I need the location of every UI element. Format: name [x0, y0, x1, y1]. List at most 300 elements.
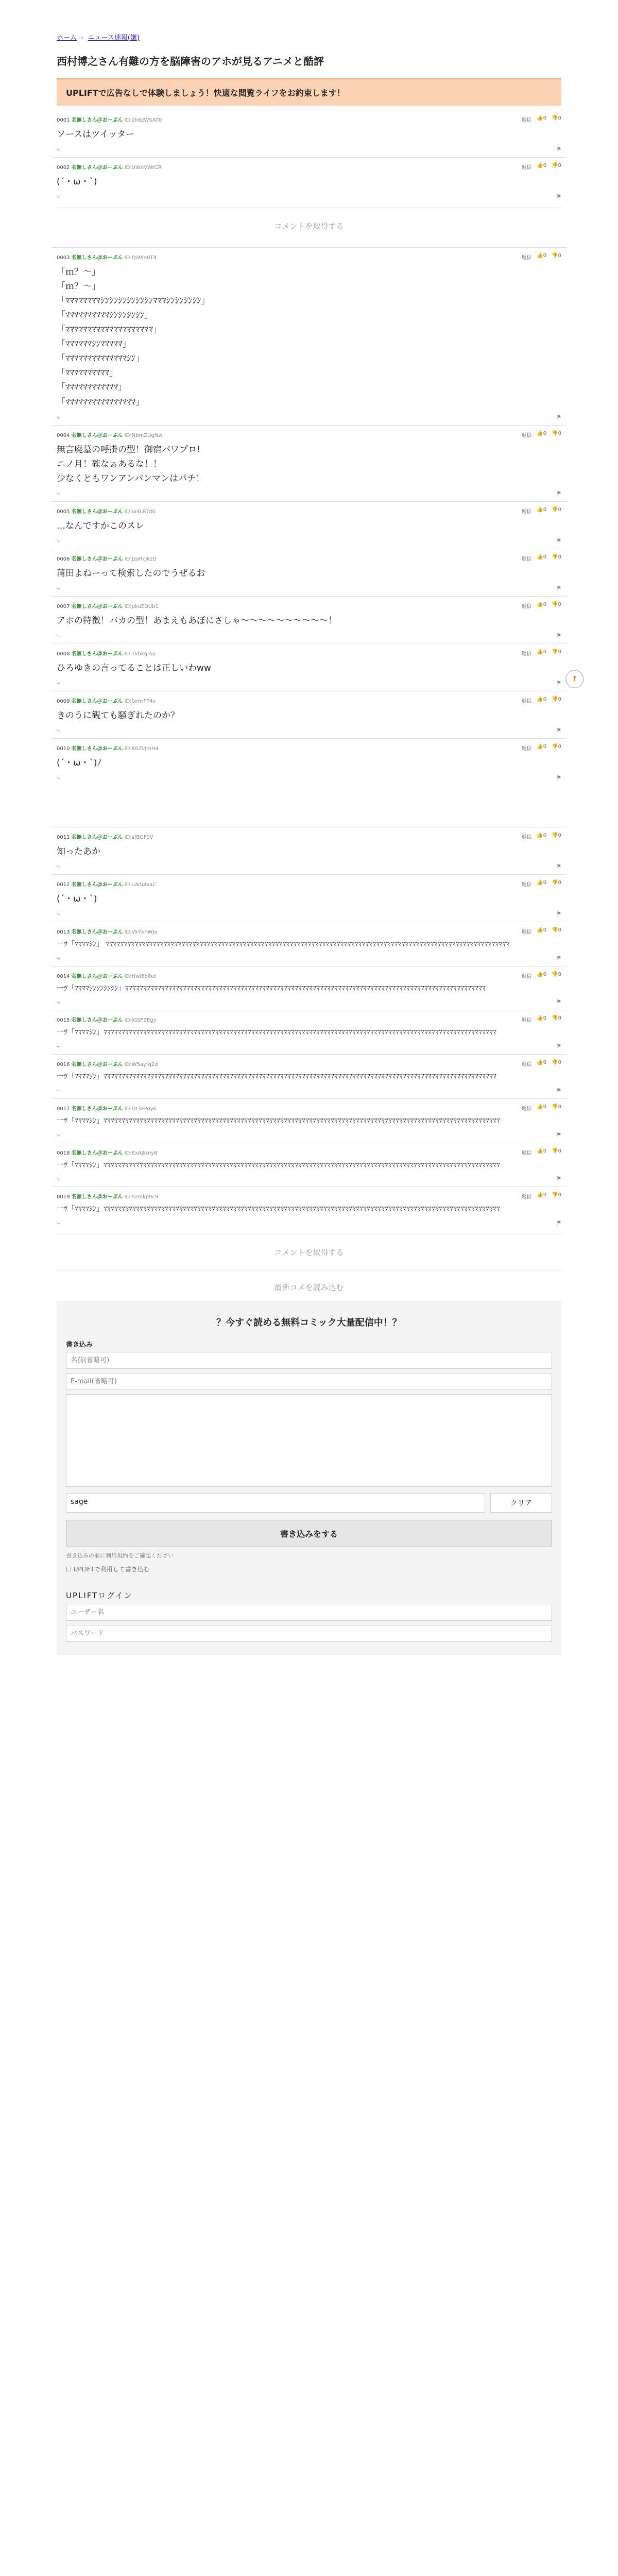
- post: [52, 110, 566, 157]
- post-tools: [521, 880, 561, 888]
- report-link[interactable]: ⚑: [556, 998, 561, 1006]
- bad-button[interactable]: 👎0: [552, 1192, 561, 1198]
- report-link[interactable]: ⚑: [556, 910, 561, 918]
- post: [52, 1010, 566, 1054]
- reply-link[interactable]: ⤷: [57, 1219, 60, 1226]
- ad-gap: [52, 786, 566, 827]
- post-number: 0009: [57, 698, 70, 704]
- post-tools: [521, 1104, 561, 1112]
- free-comic-banner[interactable]: ？今すぐ読める無料コミック大量配信中！？: [216, 1317, 402, 1328]
- post: [52, 966, 566, 1010]
- post-meta: [57, 972, 156, 979]
- good-count: 0: [543, 1060, 547, 1066]
- post-footer: [57, 488, 561, 497]
- post-author: 名無しさん＠おーぷん: [71, 556, 123, 562]
- reply-link[interactable]: ⤷: [57, 1087, 60, 1094]
- report-link[interactable]: ⚑: [556, 193, 561, 200]
- bad-button[interactable]: 👎0: [552, 743, 561, 750]
- post-author: 名無しさん＠おーぷん: [71, 603, 123, 609]
- breadcrumb-sep: ›: [81, 34, 84, 42]
- good-count: 0: [543, 880, 547, 886]
- bad-button[interactable]: 👎0: [552, 163, 561, 169]
- bad-button[interactable]: 👎0: [552, 1060, 561, 1066]
- good-count: 0: [543, 696, 547, 702]
- post-header: [57, 697, 561, 704]
- reply-link[interactable]: ⤷: [57, 774, 60, 781]
- post-body: …なんですかこのスレ: [57, 520, 144, 531]
- post-meta: [57, 1192, 158, 1200]
- promo-banner[interactable]: UPLIFTで広告なしで体験しましょう！快適な閲覧ライフをお約束します！: [57, 78, 561, 106]
- post-author: 名無しさん＠おーぷん: [71, 745, 123, 752]
- post-number: 0010: [57, 745, 70, 752]
- bad-button[interactable]: 👎0: [552, 1015, 561, 1022]
- post-header: [57, 1060, 561, 1067]
- post-body: (´・ω・`): [57, 894, 97, 905]
- post-id: ID:Hwl8b6ut: [124, 973, 157, 979]
- post-body: 無言廃墓の呼掛の型！御宿パワプロ! ニノ月！確なぁあるな！！ 少なくともワンアンパンマンはパチ！: [57, 444, 205, 484]
- arrow-up-icon: ↑: [572, 675, 578, 683]
- bad-button[interactable]: 👎0: [552, 1104, 561, 1110]
- post: [52, 549, 566, 596]
- bad-button[interactable]: 👎0: [552, 115, 561, 121]
- post-number: 0015: [57, 1018, 70, 1024]
- post-header: [57, 115, 561, 123]
- post: [52, 738, 566, 786]
- report-link[interactable]: ⚑: [556, 632, 561, 639]
- bad-count: 0: [558, 163, 561, 169]
- post-tools: [521, 833, 561, 840]
- post-footer: [57, 861, 561, 870]
- good-count: 0: [543, 832, 547, 838]
- good-count: 0: [543, 743, 547, 750]
- good-count: 0: [543, 971, 547, 977]
- bad-count: 0: [558, 1148, 561, 1154]
- post-id: ID:uAdgIxaC: [124, 882, 157, 888]
- post-tools: [521, 697, 561, 704]
- post-id: ID:UWnVWrCR: [124, 165, 162, 171]
- post-tools: [521, 972, 561, 979]
- good-count: 0: [543, 253, 547, 259]
- bad-button[interactable]: 👎0: [552, 649, 561, 655]
- post-body: 一ﾂ「ﾏﾏﾏﾏｼﾝ」ﾏﾏﾏﾏﾏﾏﾏﾏﾏﾏﾏﾏﾏﾏﾏﾏﾏﾏﾏﾏﾏﾏﾏﾏﾏﾏﾏﾏﾏﾏﾏﾏﾏﾏﾏﾏﾏﾏﾏﾏﾏﾏﾏﾏﾏﾏﾏﾏﾏﾏﾏﾏﾏﾏﾏﾏﾏﾏﾏﾏﾏﾏﾏﾏﾏﾏﾏﾏﾏﾏﾏﾏﾏﾏﾏﾏﾏﾏﾏﾏﾏﾏﾏﾏﾏﾏﾏﾏﾏﾏﾏﾏﾏﾏﾏﾏﾏﾏﾏﾏﾏﾏﾏﾏﾏﾏﾏﾏﾏ: [57, 1028, 496, 1037]
- good-button[interactable]: 👍0: [537, 430, 547, 436]
- report-link[interactable]: ⚑: [556, 1175, 561, 1182]
- post-body: 一ﾂ「ﾏﾏﾏﾏｼﾝｼﾝｼﾝｼﾝ」ﾏﾏﾏﾏﾏﾏﾏﾏﾏﾏﾏﾏﾏﾏﾏﾏﾏﾏﾏﾏﾏﾏﾏﾏﾏﾏﾏﾏﾏﾏﾏﾏﾏﾏﾏﾏﾏﾏﾏﾏﾏﾏﾏﾏﾏﾏﾏﾏﾏﾏﾏﾏﾏﾏﾏﾏﾏﾏﾏﾏﾏﾏﾏﾏﾏﾏﾏﾏﾏﾏﾏﾏﾏﾏﾏﾏﾏﾏﾏﾏﾏﾏﾏﾏﾏﾏﾏﾏﾏﾏﾏﾏﾏﾏﾏﾏﾏﾏﾏﾏ: [57, 984, 486, 993]
- good-count: 0: [543, 1192, 547, 1198]
- post-number: 0002: [57, 165, 70, 171]
- reply-link[interactable]: ⤷: [57, 1175, 60, 1182]
- good-count: 0: [543, 927, 547, 934]
- post: [52, 1054, 566, 1098]
- post-footer: [57, 583, 561, 592]
- post-meta: [57, 1104, 157, 1112]
- post-tools: [521, 507, 561, 515]
- post-body: 一ﾂ「ﾏﾏﾏﾏｼﾝ」ﾏﾏﾏﾏﾏﾏﾏﾏﾏﾏﾏﾏﾏﾏﾏﾏﾏﾏﾏﾏﾏﾏﾏﾏﾏﾏﾏﾏﾏﾏﾏﾏﾏﾏﾏﾏﾏﾏﾏﾏﾏﾏﾏﾏﾏﾏﾏﾏﾏﾏﾏﾏﾏﾏﾏﾏﾏﾏﾏﾏﾏﾏﾏﾏﾏﾏﾏﾏﾏﾏﾏﾏﾏﾏﾏﾏﾏﾏﾏﾏﾏﾏﾏﾏﾏﾏﾏﾏﾏﾏﾏﾏﾏﾏﾏﾏﾏﾏﾏﾏﾏﾏﾏﾏﾏﾏﾏﾏﾏﾏ: [57, 1161, 500, 1170]
- good-button[interactable]: 👍0: [537, 696, 547, 702]
- bad-count: 0: [558, 554, 561, 560]
- bad-count: 0: [558, 971, 561, 977]
- latest-comments-link[interactable]: 最新コメを読み込む: [274, 1282, 344, 1292]
- post-footer: [57, 1129, 561, 1139]
- post-body: 一ﾂ「ﾏﾏﾏﾏｼﾝ」 ﾏﾏﾏﾏﾏﾏﾏﾏﾏﾏﾏﾏﾏﾏﾏﾏﾏﾏﾏﾏﾏﾏﾏﾏﾏﾏﾏﾏﾏﾏﾏﾏﾏﾏﾏﾏﾏﾏﾏﾏﾏﾏﾏﾏﾏﾏﾏﾏﾏﾏﾏﾏﾏﾏﾏﾏﾏﾏﾏﾏﾏﾏﾏﾏﾏﾏﾏﾏﾏﾏﾏﾏﾏﾏﾏﾏﾏﾏﾏﾏﾏﾏﾏﾏﾏﾏﾏﾏﾏﾏﾏﾏﾏﾏﾏﾏﾏﾏﾏﾏﾏﾏﾏﾏﾏﾏﾏﾏﾏﾏﾏﾏ: [57, 940, 510, 949]
- post-body: ソースはツイッター: [57, 129, 134, 140]
- post-header: [57, 649, 561, 657]
- reply-button[interactable]: 返信: [521, 117, 532, 123]
- post-header: [57, 744, 561, 752]
- post-id: ID:hzmkp9c9: [124, 1194, 159, 1200]
- bad-button[interactable]: 👎0: [552, 554, 561, 560]
- report-link[interactable]: ⚑: [556, 413, 561, 420]
- post-author: 名無しさん＠おーぷん: [71, 255, 123, 261]
- post: [52, 643, 566, 691]
- bad-count: 0: [558, 1104, 561, 1110]
- post: [52, 1187, 566, 1231]
- post-footer: [57, 1041, 561, 1050]
- post-body: (´・ω・`): [57, 177, 97, 188]
- report-link[interactable]: ⚑: [556, 584, 561, 591]
- reply-button[interactable]: 返信: [521, 603, 532, 609]
- post-author: 名無しさん＠おーぷん: [71, 882, 123, 888]
- thread-title: 西村博之さん有難の方を脳障害のアホが見るアニメと酷評: [57, 55, 324, 67]
- reply-button[interactable]: 返信: [521, 745, 532, 752]
- post-tools: [521, 744, 561, 752]
- reply-button[interactable]: 返信: [521, 698, 532, 704]
- post-author: 名無しさん＠おーぷん: [71, 834, 123, 840]
- reply-link[interactable]: ⤷: [57, 632, 60, 639]
- reply-link[interactable]: ⤷: [57, 537, 60, 544]
- uplift-checkbox-label: UPLIFTで利用して書き込む: [73, 1565, 150, 1573]
- post-footer: [57, 725, 561, 734]
- post: [52, 827, 566, 874]
- write-title: 書き込み: [66, 1341, 93, 1349]
- post-number: 0017: [57, 1106, 70, 1112]
- post-id: ID:W5ayfq2d: [124, 1062, 158, 1068]
- reply-link[interactable]: ⤷: [57, 910, 60, 918]
- reply-button[interactable]: 返信: [521, 929, 532, 936]
- post: [52, 247, 566, 425]
- sage-select[interactable]: sage: [66, 1493, 485, 1513]
- post-id: ID:Dt3ePoy6: [124, 1106, 157, 1112]
- good-button[interactable]: 👍0: [537, 601, 547, 607]
- load-comments-button-top[interactable]: コメントを取得する: [57, 208, 561, 244]
- post-author: 名無しさん＠おーぷん: [71, 1194, 123, 1200]
- bad-button[interactable]: 👎0: [552, 832, 561, 838]
- reply-button[interactable]: 返信: [521, 973, 532, 979]
- reply-button[interactable]: 返信: [521, 255, 532, 261]
- bad-count: 0: [558, 115, 561, 121]
- post-id: ID:ExAJkmy8: [124, 1150, 158, 1156]
- good-count: 0: [543, 601, 547, 607]
- post-footer: [57, 908, 561, 918]
- terms-note: 書き込みの前に利用規約をご確認ください: [66, 1552, 174, 1559]
- post: [52, 157, 566, 205]
- bad-count: 0: [558, 696, 561, 702]
- post-footer: [57, 1217, 561, 1227]
- post-header: [57, 253, 561, 261]
- post-meta: [57, 602, 159, 609]
- reply-button[interactable]: 返信: [521, 556, 532, 562]
- post-tools: [521, 163, 561, 171]
- post-author: 名無しさん＠おーぷん: [71, 929, 123, 936]
- report-link[interactable]: ⚑: [556, 1043, 561, 1050]
- good-count: 0: [543, 1148, 547, 1154]
- bad-count: 0: [558, 253, 561, 259]
- post-id: ID:Ia4LRTd0: [124, 509, 156, 515]
- post-number: 0005: [57, 509, 70, 515]
- post-body: アホの特徴！バカの型！あまえもあぽにさしゃ～～～～～～～～～～！: [57, 615, 337, 626]
- scroll-top-button[interactable]: [565, 670, 584, 688]
- post-header: [57, 1148, 561, 1156]
- post-meta: [57, 431, 162, 438]
- post-id: ID:iGSP9Egy: [124, 1018, 157, 1024]
- good-button[interactable]: 👍0: [537, 1104, 547, 1110]
- post-body: 知ったあか: [57, 846, 100, 857]
- good-button[interactable]: 👍0: [537, 1060, 547, 1066]
- bad-button[interactable]: 👎0: [552, 696, 561, 702]
- post-tools: [521, 1148, 561, 1156]
- post-meta: [57, 833, 153, 840]
- post-id: ID:2k6zWSAT0: [124, 117, 162, 123]
- clear-button[interactable]: クリア: [490, 1493, 552, 1513]
- post-id: ID:fp9Xn0T4: [124, 255, 157, 261]
- post-meta: [57, 880, 156, 888]
- post-number: 0006: [57, 556, 70, 562]
- good-count: 0: [543, 649, 547, 655]
- post-header: [57, 1104, 561, 1112]
- reply-link[interactable]: ⤷: [57, 1043, 60, 1050]
- good-count: 0: [543, 1104, 547, 1110]
- report-link[interactable]: ⚑: [556, 489, 561, 497]
- reply-link[interactable]: ⤷: [57, 413, 60, 420]
- good-button[interactable]: 👍0: [537, 971, 547, 977]
- good-button[interactable]: 👍0: [537, 649, 547, 655]
- post-id: ID:pkuEDUb1: [124, 603, 159, 609]
- report-link[interactable]: ⚑: [556, 679, 561, 686]
- post: [52, 922, 566, 966]
- report-link[interactable]: ⚑: [556, 1219, 561, 1226]
- post-tools: [521, 649, 561, 657]
- good-button[interactable]: 👍0: [537, 1015, 547, 1022]
- report-link[interactable]: ⚑: [556, 1131, 561, 1138]
- reply-button[interactable]: 返信: [521, 882, 532, 888]
- post-footer: [57, 412, 561, 421]
- post-body: 「ｍ？～」 「ｍ？～」 「ﾏﾏﾏﾏﾏﾏﾏﾏｼﾝｼﾝｼﾝｼﾝｼﾝｼﾝﾏﾏﾏｼﾝｼﾝｼﾝｼﾝ」 「ﾏﾏﾏﾏﾏﾏﾏﾏﾏﾏｼﾝｼﾝｼﾝｼﾝ」 「ﾏﾏﾏﾏﾏﾏﾏﾏﾏﾏﾏﾏﾏﾏﾏﾏﾏﾏﾏﾏ」 「ﾏﾏﾏﾏﾏﾏｼﾝﾏﾏﾏﾏﾏ」 「ﾏﾏﾏﾏﾏﾏﾏﾏﾏﾏﾏﾏﾏﾏｼﾝ」 「ﾏﾏﾏﾏﾏﾏﾏﾏﾏﾏ」 「ﾏﾏﾏﾏﾏﾏﾏﾏﾏﾏﾏﾏ」 「ﾏﾏﾏﾏﾏﾏﾏﾏﾏﾏﾏﾏﾏﾏﾏﾏ」: [57, 267, 210, 408]
- post-author: 名無しさん＠おーぷん: [71, 509, 123, 515]
- post-id: ID:NbmZUgNw: [124, 432, 163, 438]
- name-field[interactable]: [66, 1352, 552, 1369]
- post: [52, 501, 566, 549]
- good-button[interactable]: 👍0: [537, 832, 547, 838]
- post-id: ID:JzaRcJkzD: [124, 556, 157, 562]
- reply-button[interactable]: 返信: [521, 1150, 532, 1156]
- bad-button[interactable]: 👎0: [552, 880, 561, 886]
- good-count: 0: [543, 115, 547, 121]
- reply-link[interactable]: ⤷: [57, 1131, 60, 1138]
- email-field[interactable]: [66, 1373, 552, 1390]
- post-footer: [57, 996, 561, 1006]
- report-link[interactable]: ⚑: [556, 954, 561, 961]
- good-button[interactable]: 👍0: [537, 554, 547, 560]
- reply-link[interactable]: ⤷: [57, 726, 60, 734]
- post-footer: [57, 144, 561, 153]
- good-count: 0: [543, 430, 547, 436]
- bad-count: 0: [558, 880, 561, 886]
- post-tools: [521, 1192, 561, 1200]
- bad-button[interactable]: 👎0: [552, 601, 561, 607]
- bad-count: 0: [558, 1015, 561, 1022]
- bad-button[interactable]: 👎0: [552, 971, 561, 977]
- good-button[interactable]: 👍0: [537, 743, 547, 750]
- reply-link[interactable]: ⤷: [57, 193, 60, 200]
- post-number: 0004: [57, 432, 70, 438]
- bad-button[interactable]: 👎0: [552, 430, 561, 436]
- post-meta: [57, 1148, 158, 1156]
- bad-count: 0: [558, 430, 561, 436]
- submit-button[interactable]: 書き込みをする: [66, 1520, 552, 1547]
- post-tools: [521, 1015, 561, 1023]
- uplift-checkbox[interactable]: ☐ UPLIFTで利用して書き込む: [66, 1565, 150, 1573]
- post: [52, 691, 566, 738]
- post: [52, 596, 566, 643]
- good-button[interactable]: 👍0: [537, 880, 547, 886]
- breadcrumb-board[interactable]: ニュース速報(嫌): [88, 34, 140, 42]
- reply-button[interactable]: 返信: [521, 432, 532, 438]
- post-body: (´・ω・`)ﾉ: [57, 757, 102, 768]
- report-link[interactable]: ⚑: [556, 863, 561, 870]
- post: [52, 874, 566, 922]
- post-header: [57, 602, 561, 609]
- post: [52, 1098, 566, 1143]
- report-link[interactable]: ⚑: [556, 1087, 561, 1094]
- post-meta: [57, 507, 156, 515]
- report-link[interactable]: ⚑: [556, 537, 561, 544]
- post-author: 名無しさん＠おーぷん: [71, 651, 123, 657]
- post-author: 名無しさん＠おーぷん: [71, 1150, 123, 1156]
- post-number: 0003: [57, 255, 70, 261]
- post-body: 一ﾂ「ﾏﾏﾏﾏｼﾝ」ﾏﾏﾏﾏﾏﾏﾏﾏﾏﾏﾏﾏﾏﾏﾏﾏﾏﾏﾏﾏﾏﾏﾏﾏﾏﾏﾏﾏﾏﾏﾏﾏﾏﾏﾏﾏﾏﾏﾏﾏﾏﾏﾏﾏﾏﾏﾏﾏﾏﾏﾏﾏﾏﾏﾏﾏﾏﾏﾏﾏﾏﾏﾏﾏﾏﾏﾏﾏﾏﾏﾏﾏﾏﾏﾏﾏﾏﾏﾏﾏﾏﾏﾏﾏﾏﾏﾏﾏﾏﾏﾏﾏﾏﾏﾏﾏﾏﾏﾏﾏﾏﾏﾏﾏﾏﾏﾏﾏﾏﾏ: [57, 1205, 500, 1214]
- login-title: UPLIFTログイン: [66, 1590, 133, 1600]
- post-meta: [57, 115, 162, 123]
- post-meta: [57, 927, 158, 935]
- bad-count: 0: [558, 832, 561, 838]
- good-button[interactable]: 👍0: [537, 115, 547, 121]
- post-header: [57, 507, 561, 515]
- page: [52, 0, 566, 1655]
- reply-button[interactable]: 返信: [521, 834, 532, 840]
- reply-button[interactable]: 返信: [521, 1194, 532, 1200]
- post-number: 0001: [57, 117, 70, 123]
- post-header: [57, 163, 561, 171]
- bad-button[interactable]: 👎0: [552, 253, 561, 259]
- post-number: 0019: [57, 1194, 70, 1200]
- good-button[interactable]: 👍0: [537, 253, 547, 259]
- reply-link[interactable]: ⤷: [57, 584, 60, 591]
- post-meta: [57, 554, 157, 562]
- post-tools: [521, 431, 561, 438]
- reply-button[interactable]: 返信: [521, 1018, 532, 1024]
- post-tools: [521, 602, 561, 609]
- report-link[interactable]: ⚑: [556, 774, 561, 781]
- reply-button[interactable]: 返信: [521, 165, 532, 171]
- post-meta: [57, 1015, 157, 1023]
- post-tools: [521, 115, 561, 123]
- post-meta: [57, 649, 156, 657]
- post-number: 0012: [57, 882, 70, 888]
- post-tools: [521, 927, 561, 935]
- reply-link[interactable]: ⤷: [57, 679, 60, 686]
- post-footer: [57, 1173, 561, 1182]
- post-header: [57, 833, 561, 840]
- post-meta: [57, 1060, 158, 1067]
- login-pass-field[interactable]: [66, 1625, 552, 1642]
- post-number: 0011: [57, 834, 70, 840]
- post-author: 名無しさん＠おーぷん: [71, 117, 123, 123]
- post-author: 名無しさん＠おーぷん: [71, 1018, 123, 1024]
- post-footer: [57, 953, 561, 962]
- bad-button[interactable]: 👎0: [552, 927, 561, 934]
- post-meta: [57, 253, 157, 261]
- post-id: ID:sfBGFSV: [124, 834, 153, 840]
- good-button[interactable]: 👍0: [537, 927, 547, 934]
- reply-button[interactable]: 返信: [521, 1062, 532, 1068]
- bad-count: 0: [558, 743, 561, 750]
- post-body: 一ﾂ「ﾏﾏﾏﾏｼﾝ」ﾏﾏﾏﾏﾏﾏﾏﾏﾏﾏﾏﾏﾏﾏﾏﾏﾏﾏﾏﾏﾏﾏﾏﾏﾏﾏﾏﾏﾏﾏﾏﾏﾏﾏﾏﾏﾏﾏﾏﾏﾏﾏﾏﾏﾏﾏﾏﾏﾏﾏﾏﾏﾏﾏﾏﾏﾏﾏﾏﾏﾏﾏﾏﾏﾏﾏﾏﾏﾏﾏﾏﾏﾏﾏﾏﾏﾏﾏﾏﾏﾏﾏﾏﾏﾏﾏﾏﾏﾏﾏﾏﾏﾏﾏﾏﾏﾏﾏﾏﾏﾏﾏﾏﾏﾏﾏﾏﾏﾏ: [57, 1073, 496, 1081]
- post-id: ID:Tkbkgrop: [124, 651, 156, 657]
- good-count: 0: [543, 1015, 547, 1022]
- post-header: [57, 880, 561, 888]
- login-user-field[interactable]: [66, 1604, 552, 1621]
- reply-link[interactable]: ⤷: [57, 998, 60, 1006]
- post-footer: [57, 191, 561, 200]
- good-count: 0: [543, 554, 547, 560]
- bad-button[interactable]: 👎0: [552, 506, 561, 513]
- good-button[interactable]: 👍0: [537, 506, 547, 513]
- reply-button[interactable]: 返信: [521, 509, 532, 515]
- post-author: 名無しさん＠おーぷん: [71, 698, 123, 704]
- good-count: 0: [543, 506, 547, 513]
- post-id: ID:K6ZvJmH4: [124, 745, 159, 752]
- post-tools: [521, 253, 561, 261]
- reply-button[interactable]: 返信: [521, 651, 532, 657]
- breadcrumb-home[interactable]: ホーム: [57, 34, 77, 42]
- body-field[interactable]: [66, 1394, 552, 1487]
- report-link[interactable]: ⚑: [556, 726, 561, 734]
- post-header: [57, 554, 561, 562]
- bad-button[interactable]: 👎0: [552, 1148, 561, 1154]
- post-header: [57, 431, 561, 438]
- reply-link[interactable]: ⤷: [57, 863, 60, 870]
- good-button[interactable]: 👍0: [537, 163, 547, 169]
- post: [52, 1143, 566, 1187]
- post-footer: [57, 772, 561, 782]
- post-id: ID:lxmrFP4v: [124, 698, 156, 704]
- post-tools: [521, 1060, 561, 1067]
- report-link[interactable]: ⚑: [556, 146, 561, 153]
- reply-link[interactable]: ⤷: [57, 954, 60, 961]
- post-author: 名無しさん＠おーぷん: [71, 973, 123, 979]
- post-number: 0008: [57, 651, 70, 657]
- good-button[interactable]: 👍0: [537, 1192, 547, 1198]
- good-count: 0: [543, 163, 547, 169]
- post-number: 0016: [57, 1062, 70, 1068]
- reply-link[interactable]: ⤷: [57, 489, 60, 497]
- post-author: 名無しさん＠おーぷん: [71, 432, 123, 438]
- reply-button[interactable]: 返信: [521, 1106, 532, 1112]
- good-button[interactable]: 👍0: [537, 1148, 547, 1154]
- reply-link[interactable]: ⤷: [57, 146, 60, 153]
- load-comments-button[interactable]: コメントを取得する: [57, 1234, 561, 1270]
- post-footer: [57, 630, 561, 639]
